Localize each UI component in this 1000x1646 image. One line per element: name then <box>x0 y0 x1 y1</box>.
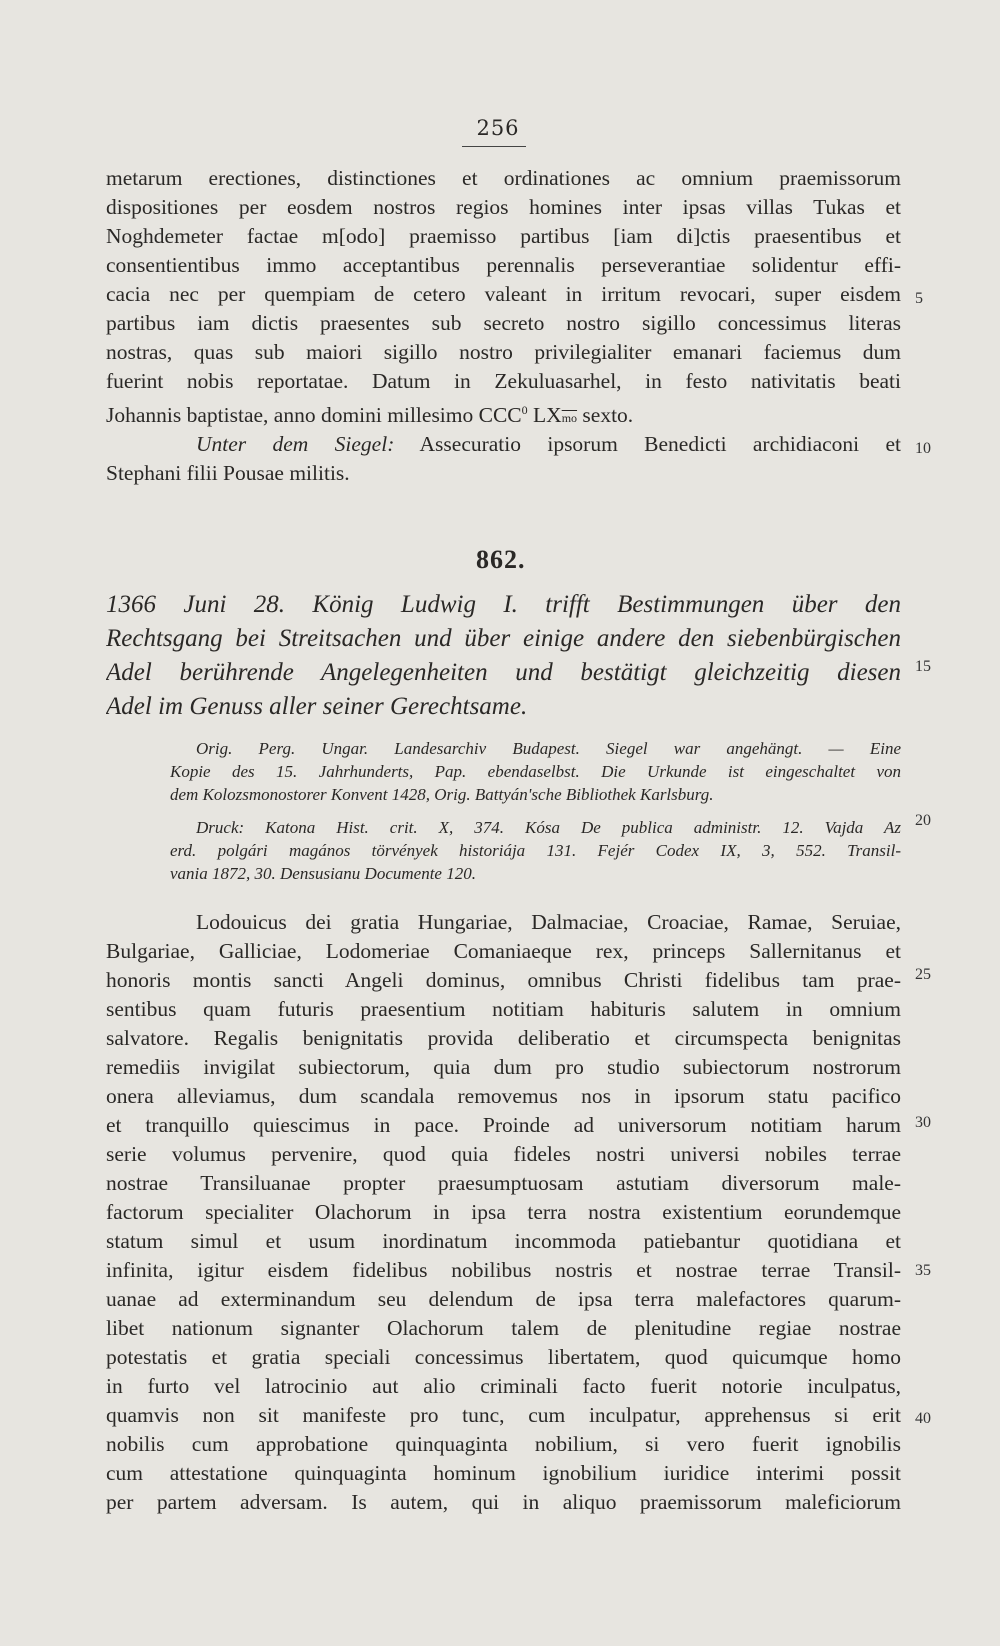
body-line: infinita, igitur eisdem fidelibus nobilibus nostris et nostrae terrae Transil- <box>106 1258 901 1282</box>
body-line: in furto vel latrocinio aut alio criminali facto fuerit notorie inculpatus, <box>106 1374 901 1398</box>
margin-number: 10 <box>915 440 931 457</box>
dating-superscript: 0 <box>521 403 528 417</box>
body-line: libet nationum signanter Olachorum talem de plenitudine regiae nostrae <box>106 1316 901 1340</box>
text-line: metarum erectiones, distinctiones et ordinationes ac omnium praemissorum <box>106 166 901 190</box>
source-line: erd. polgári magános törvények historiája 131. Fejér Codex IX, 3, 552. Transil- <box>170 841 901 860</box>
margin-number: 5 <box>915 290 923 307</box>
seal-line <box>196 430 901 458</box>
margin-number: 20 <box>915 812 931 829</box>
body-line: nobilis cum approbatione quinquaginta nobilium, si vero fuerit ignobilis <box>106 1432 901 1456</box>
dating-mo: $\overline{mo}$ <box>561 411 578 425</box>
body-line: uanae ad exterminandum seu delendum de ipsa terra malefactores quarum- <box>106 1287 901 1311</box>
body-line: sentibus quam futuris praesentium notitiam habituris salutem in omnium <box>106 997 901 1021</box>
regest-line: Adel berührende Angelegenheiten und bestätigt gleichzeitig diesen <box>106 659 901 686</box>
source-line: Kopie des 15. Jahrhunderts, Pap. ebendaselbst. Die Urkunde ist eingeschaltet von <box>170 762 901 781</box>
dating-text-end: sexto. <box>577 403 634 427</box>
body-line: et tranquillo quiescimus in pace. Proinde ad universorum notitiam harum <box>106 1113 901 1137</box>
source-line: vania 1872, 30. Densusianu Documente 120. <box>170 864 476 883</box>
body-line: cum attestatione quinquaginta hominum ignobilium iuridice interimi possit <box>106 1461 901 1485</box>
seal-text: Assecuratio ipsorum Benedicti archidiaconi et <box>394 432 901 456</box>
regest-line: 1366 Juni 28. König Ludwig I. trifft Bestimmungen über den <box>106 591 901 618</box>
text-line: dispositiones per eosdem nostros regios homines inter ipsas villas Tukas et <box>106 195 901 219</box>
body-line: potestatis et gratia speciali concessimus libertatem, quod quicumque homo <box>106 1345 901 1369</box>
source-line: dem Kolozsmonostorer Konvent 1428, Orig. Battyán'sche Bibliothek Karlsburg. <box>170 785 714 804</box>
body-line: nostrae Transiluanae propter praesumptuosam astutiam diversorum male- <box>106 1171 901 1195</box>
body-line: remediis invigilat subiectorum, quia dum pro studio subiectorum nostrorum <box>106 1055 901 1079</box>
text-line: cacia nec per quempiam de cetero valeant in irritum revocari, super eisdem <box>106 282 901 306</box>
margin-number: 25 <box>915 966 931 983</box>
body-line: onera alleviamus, dum scandala removemus nos in ipsorum statu pacifico <box>106 1084 901 1108</box>
seal-label: Unter dem Siegel: <box>196 432 395 456</box>
margin-number: 40 <box>915 1410 931 1427</box>
text-line: nostras, quas sub maiori sigillo nostro privilegialiter emanari faciemus dum <box>106 340 901 364</box>
source-line: Druck: Katona Hist. crit. X, 374. Kósa De publica administr. 12. Vajda Az <box>196 818 901 837</box>
page-number: 256 <box>476 116 520 140</box>
body-line: salvatore. Regalis benignitatis provida deliberatio et circumspecta benignitas <box>106 1026 901 1050</box>
dating-line <box>106 396 901 432</box>
margin-number: 15 <box>915 658 931 675</box>
regest-line: Adel im Genuss aller seiner Gerechtsame. <box>106 693 528 720</box>
text-line: partibus iam dictis praesentes sub secreto nostro sigillo concessimus literas <box>106 311 901 335</box>
seal-line-2: Stephani filii Pousae militis. <box>106 461 350 485</box>
text-line: consentientibus immo acceptantibus perennalis perseverantiae solidentur effi- <box>106 253 901 277</box>
regest-line: Rechtsgang bei Streitsachen und über einige andere den siebenbürgischen <box>106 625 901 652</box>
body-line: per partem adversam. Is autem, qui in aliquo praemissorum maleficiorum <box>106 1490 901 1514</box>
body-line: serie volumus pervenire, quod quia fideles nostri universi nobiles terrae <box>106 1142 901 1166</box>
margin-number: 30 <box>915 1114 931 1131</box>
text-line: fuerint nobis reportatae. Datum in Zekuluasarhel, in festo nativitatis beati <box>106 369 901 393</box>
body-line: Lodouicus dei gratia Hungariae, Dalmaciae, Croaciae, Ramae, Seruiae, <box>196 910 901 934</box>
dating-text-mid: LX <box>527 403 562 427</box>
dating-text: Johannis baptistae, anno domini millesimo CCC <box>106 403 522 427</box>
body-line: quamvis non sit manifeste pro tunc, cum inculpatur, apprehensus si erit <box>106 1403 901 1427</box>
body-line: Bulgariae, Galliciae, Lodomeriae Comaniaeque rex, princeps Sallernitanus et <box>106 939 901 963</box>
source-line: Orig. Perg. Ungar. Landesarchiv Budapest. Siegel war angehängt. — Eine <box>196 739 901 758</box>
body-line: factorum specialiter Olachorum in ipsa terra nostra existentium eorundemque <box>106 1200 901 1224</box>
margin-number: 35 <box>915 1262 931 1279</box>
body-line: honoris montis sancti Angeli dominus, omnibus Christi fidelibus tam prae- <box>106 968 901 992</box>
document-number: 862. <box>476 545 526 574</box>
text-line: Noghdemeter factae m[odo] praemisso partibus [iam di]ctis praesentibus et <box>106 224 901 248</box>
body-line: statum simul et usum inordinatum incommoda patiebantur quotidiana et <box>106 1229 901 1253</box>
